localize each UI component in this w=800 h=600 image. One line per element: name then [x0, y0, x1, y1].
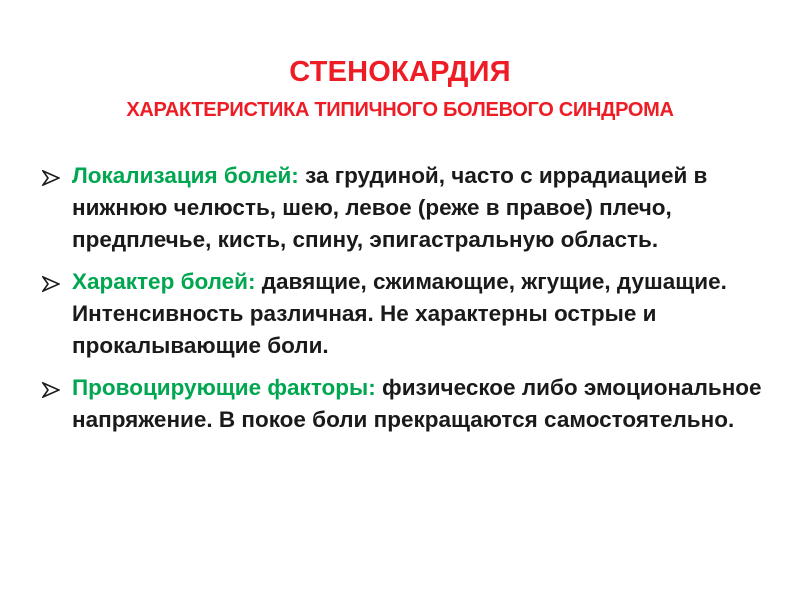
arrowhead-bullet-icon [42, 276, 60, 292]
bullet-localization [40, 160, 790, 256]
bullet-text: за грудиной, часто с иррадиацией в нижнюю челюсть, шею, левое (реже в правое) плечо, предплечье, кисть, спину, эпигастральную область. [72, 163, 708, 252]
bullet-list [40, 160, 790, 446]
bullet-text: давящие, сжимающие, жгущие, душащие. Интенсивность различная. Не характерны острые и прокалывающие боли. [72, 269, 727, 358]
arrowhead-bullet-icon [42, 382, 60, 398]
arrowhead-bullet-icon [42, 170, 60, 186]
bullet-character [40, 266, 790, 362]
slide-title: СТЕНОКАРДИЯ [289, 56, 511, 88]
bullet-text: физическое либо эмоциональное напряжение. В покое боли прекращаются самостоятельно. [72, 375, 762, 432]
slide-subtitle: ХАРАКТЕРИСТИКА ТИПИЧНОГО БОЛЕВОГО СИНДРОМА [126, 99, 674, 121]
bullet-lead: Провоцирующие факторы: [72, 375, 376, 400]
bullet-lead: Локализация болей: [72, 163, 299, 188]
bullet-lead: Характер болей: [72, 269, 256, 294]
bullet-triggers [40, 372, 790, 436]
